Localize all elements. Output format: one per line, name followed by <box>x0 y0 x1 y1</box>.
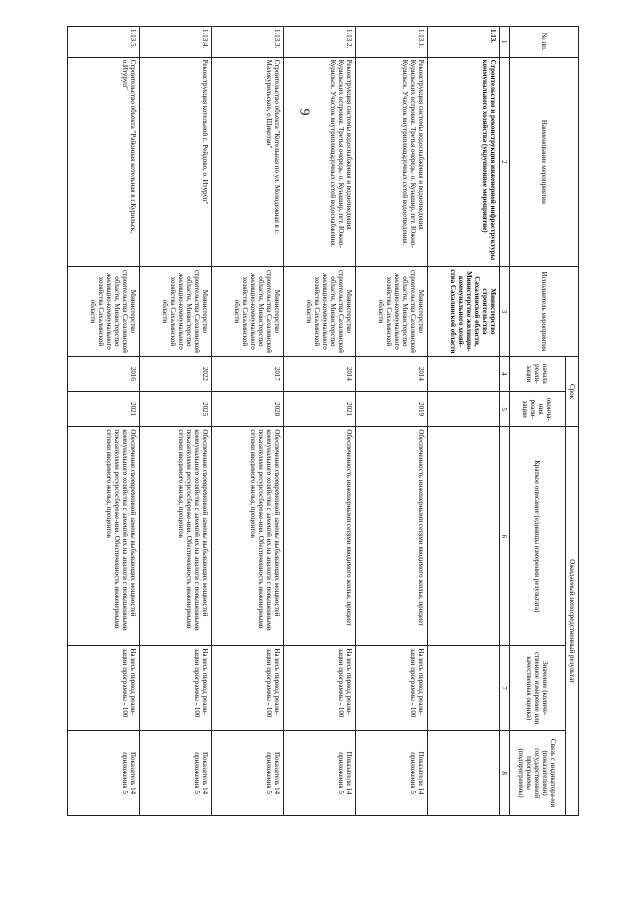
cell-desc: Обеспеченность инженерными сетями вводимого жилья, процент <box>356 427 428 646</box>
cell-no: 1.13.5. <box>68 27 140 58</box>
cell-link: Показатели 14 приложения 5 <box>284 731 356 816</box>
cell-value <box>428 646 500 731</box>
cell-value: На весь период реали-зации программы - 100 <box>140 646 212 731</box>
column-number: 4 <box>500 356 510 391</box>
cell-executor: Министерство строительства Сахалинской области, Министерство жилищно-коммунального хозяйства Сахалинской области <box>284 267 356 356</box>
header-name: Наименование мероприятия <box>510 57 579 267</box>
cell-end: 2019 <box>356 392 428 427</box>
cell-value: На весь период реали-зации программы - 100 <box>212 646 284 731</box>
header-no: № пп. <box>510 27 579 58</box>
column-number: 8 <box>500 731 510 816</box>
cell-end: 2020 <box>212 392 284 427</box>
cell-executor: Министерство строительства Сахалинской области, Министерство жилищно-коммунального хозяйства Сахалинской области <box>356 267 428 356</box>
column-number: 2 <box>500 57 510 267</box>
cell-start: 2022 <box>140 356 212 391</box>
header-term-end: оконча-ния реали-зации <box>510 392 566 427</box>
cell-desc <box>428 427 500 646</box>
cell-end <box>428 392 500 427</box>
cell-start: 2014 <box>284 356 356 391</box>
cell-no: 1.13.1. <box>356 27 428 58</box>
header-short-desc: Краткое описание (единицы измерения результата) <box>510 427 566 646</box>
cell-name: Реконструкция системы водоснабжения и водоотведения Курильских островов. Третья очередь. о. Кунашир, пгт. Южно-Курильск. Участок внутриплощадочных сетей водоснабжения. <box>284 57 356 267</box>
cell-executor: Министерство строительства Сахалинской области, Министерство жилищно-коммунального хозяйства Сахалинской области <box>140 267 212 356</box>
cell-name: Реконструкция системы водоснабжения и водоотведения Курильских островов. Третья очередь. о. Кунашир, пгт. Южно-Курильск. Участок внутриплощадочных сетей водоотведения. <box>356 57 428 267</box>
cell-end: 2025 <box>140 392 212 427</box>
cell-link: Показатели 14 приложения 5 <box>356 731 428 816</box>
cell-executor: Министерство строительства Сахалинской области, Министерство жилищно-коммунального хозяйства Сахалинской области <box>68 267 140 356</box>
table-row <box>284 27 356 816</box>
cell-desc: Обеспечение своевременной замены выбывающих мощностей коммунального хозяйства с заменой их на аналоги с повышенными показателями ресурсосбереже-ния. Обеспеченность инженерными сетями вводимого жилья, процентов <box>68 427 140 646</box>
column-number: 3 <box>500 267 510 356</box>
cell-desc: Обеспечение своевременной замены выбывающих мощностей коммунального хозяйства с заменой их на аналоги с повышенными показателями ресурсосбереже-ния. Обеспеченность инженерными сетями вводимого жилья, процентов <box>140 427 212 646</box>
cell-link: Показатель 14 приложения 5 <box>212 731 284 816</box>
table-row <box>212 27 284 816</box>
cell-no: 1.13.4. <box>140 27 212 58</box>
cell-start: 2017 <box>212 356 284 391</box>
cell-start: 2016 <box>68 356 140 391</box>
cell-link: Показатель 14 приложения 5 <box>68 731 140 816</box>
cell-executor: Министерство строительства Сахалинской области, Министерство жилищно-коммунального хозяйства Сахалинской области <box>212 267 284 356</box>
cell-name: Реконструкция котельной с. Рейдово, о. Итуруп" <box>140 57 212 267</box>
cell-no: 1.13. <box>428 27 500 58</box>
column-number: 6 <box>500 427 510 646</box>
cell-no: 1.13.2. <box>284 27 356 58</box>
table-row <box>140 27 212 816</box>
column-number: 5 <box>500 392 510 427</box>
column-number: 7 <box>500 646 510 731</box>
measures-table <box>67 26 579 816</box>
cell-start: 2014 <box>356 356 428 391</box>
header-link: Связь с индикатора-ми (показателями) государственной программы (подпрограммы) <box>510 731 566 816</box>
header-executor: Исполнитель мероприятия <box>510 267 579 356</box>
cell-value: На весь период реали-зации программы - 100 <box>68 646 140 731</box>
column-number: 1 <box>500 27 510 58</box>
cell-name: Строительство объекта "Котельная по ул. Молодежная в с. Малокурильское, о.Шикотан" <box>212 57 284 267</box>
cell-name: Строительство объекта "Районная котельная в г.Курильск, о.Итуруп" <box>68 57 140 267</box>
table-row <box>356 27 428 816</box>
table-body <box>68 27 500 816</box>
header-term: Срок <box>566 356 579 427</box>
cell-link: Показатель 14 приложения 5 <box>140 731 212 816</box>
cell-start <box>428 356 500 391</box>
column-number-row <box>500 27 510 816</box>
cell-desc: Обеспеченность инженерными сетями вводимого жилья, процент <box>284 427 356 646</box>
header-term-start: начала реали-зации <box>510 356 566 391</box>
cell-name: Строительство и реконструкция инженерной инфраструктуры коммунального хозяйства (укрупненное мероприятие) <box>428 57 500 267</box>
cell-end: 2021 <box>284 392 356 427</box>
cell-no: 1.13.3. <box>212 27 284 58</box>
cell-end: 2021 <box>68 392 140 427</box>
page-number: 9 <box>296 108 312 116</box>
table-header <box>500 27 579 816</box>
table-row <box>428 27 500 816</box>
cell-value: На весь период реали-зации программы - 100 <box>284 646 356 731</box>
document-table-container <box>67 26 579 816</box>
cell-link <box>428 731 500 816</box>
cell-desc: Обеспечение своевременной замены выбывающих мощностей коммунального хозяйства с заменой их на аналоги с повышенными показателями ресурсосбереже-ния. Обеспеченность инженерными сетями вводимого жилья, процентов <box>212 427 284 646</box>
table-row <box>68 27 140 816</box>
header-value: Значение (количе-ственное измерение или качественная оценка) <box>510 646 566 731</box>
header-expected-result: Ожидаемый непосредственный результат <box>566 427 579 816</box>
cell-value: На весь период реали-зации программы - 100 <box>356 646 428 731</box>
cell-executor: Министерство строительства Сахалинской области, Министерство жилищно-коммунального хозяй-ства Сахалинской области <box>428 267 500 356</box>
